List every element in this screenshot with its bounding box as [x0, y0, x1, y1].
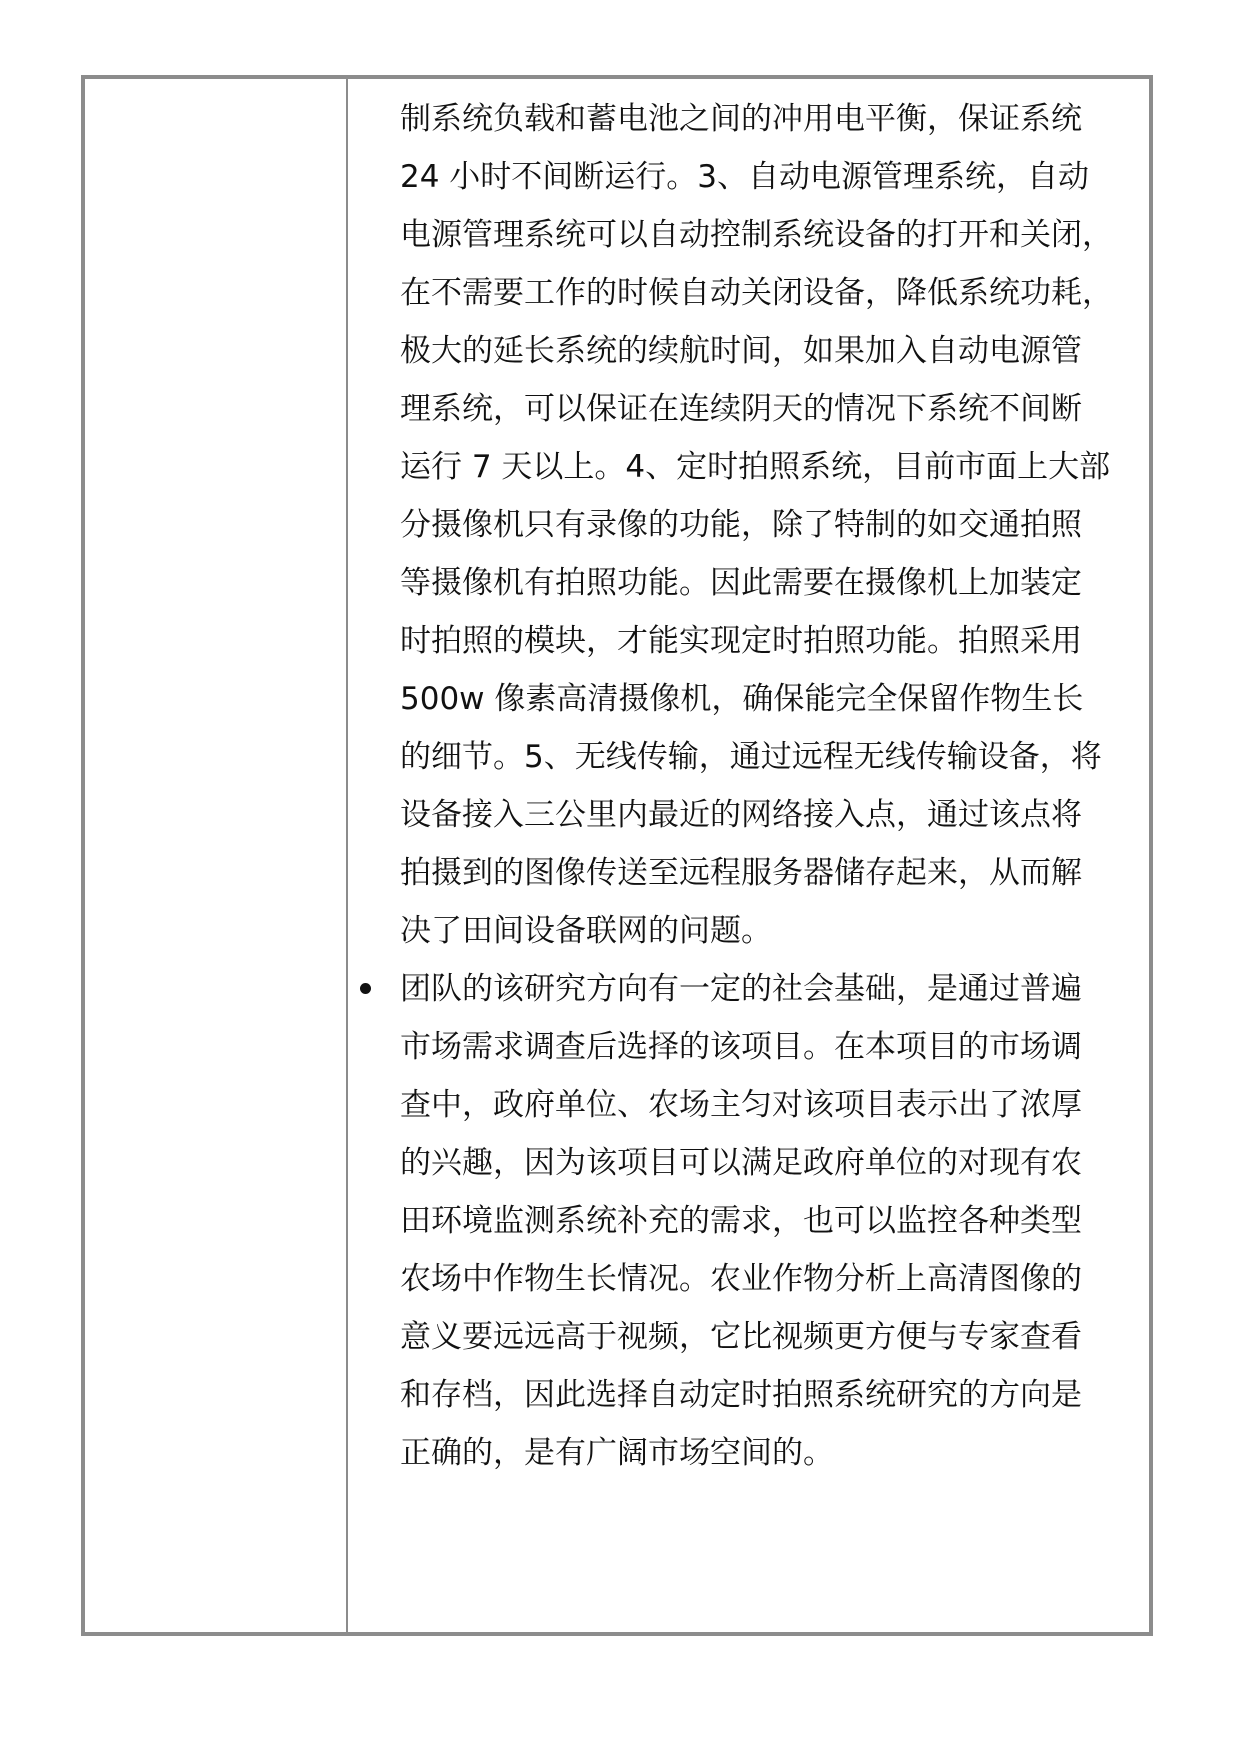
- table-right-cell: [348, 79, 1149, 1632]
- bullet-point-icon: [360, 983, 371, 994]
- text-line: 24 小时不间断运行。3、自动电源管理系统，自动: [400, 159, 1090, 195]
- text-line: 查中，政府单位、农场主匀对该项目表示出了浓厚: [400, 1087, 1082, 1123]
- text-line: 田环境监测系统补充的需求，也可以监控各种类型: [400, 1203, 1082, 1239]
- text-line: 等摄像机有拍照功能。因此需要在摄像机上加装定: [400, 565, 1082, 601]
- text-line: 理系统，可以保证在连续阴天的情况下系统不间断: [400, 391, 1082, 427]
- text-line: 500w 像素高清摄像机，确保能完全保留作物生长: [400, 681, 1084, 717]
- text-line: 的兴趣，因为该项目可以满足政府单位的对现有农: [400, 1145, 1082, 1181]
- text-line: 极大的延长系统的续航时间，如果加入自动电源管: [400, 333, 1082, 369]
- text-line: 拍摄到的图像传送至远程服务器储存起来，从而解: [400, 855, 1082, 891]
- table-left-cell: [85, 79, 348, 1632]
- text-line: 时拍照的模块，才能实现定时拍照功能。拍照采用: [400, 623, 1082, 659]
- text-line: 在不需要工作的时候自动关闭设备，降低系统功耗，: [400, 275, 1113, 311]
- text-line: 运行 7 天以上。4、定时拍照系统，目前市面上大部: [400, 449, 1111, 485]
- text-line: 设备接入三公里内最近的网络接入点，通过该点将: [400, 797, 1082, 833]
- text-line: 正确的，是有广阔市场空间的。: [400, 1435, 834, 1471]
- text-line: 分摄像机只有录像的功能，除了特制的如交通拍照: [400, 507, 1082, 543]
- text-line: 的细节。5、无线传输，通过远程无线传输设备，将: [400, 739, 1102, 775]
- text-line: 农场中作物生长情况。农业作物分析上高清图像的: [400, 1261, 1082, 1297]
- text-line: 电源管理系统可以自动控制系统设备的打开和关闭，: [400, 217, 1113, 253]
- text-line: 和存档，因此选择自动定时拍照系统研究的方向是: [400, 1377, 1082, 1413]
- text-line: 意义要远远高于视频，它比视频更方便与专家查看: [400, 1319, 1082, 1355]
- text-line: 团队的该研究方向有一定的社会基础，是通过普遍: [400, 971, 1082, 1007]
- text-line: 决了田间设备联网的问题。: [400, 913, 772, 949]
- text-line: 市场需求调查后选择的该项目。在本项目的市场调: [400, 1029, 1082, 1065]
- text-line: 制系统负载和蓄电池之间的冲用电平衡，保证系统: [400, 101, 1082, 137]
- document-table: [81, 75, 1153, 1636]
